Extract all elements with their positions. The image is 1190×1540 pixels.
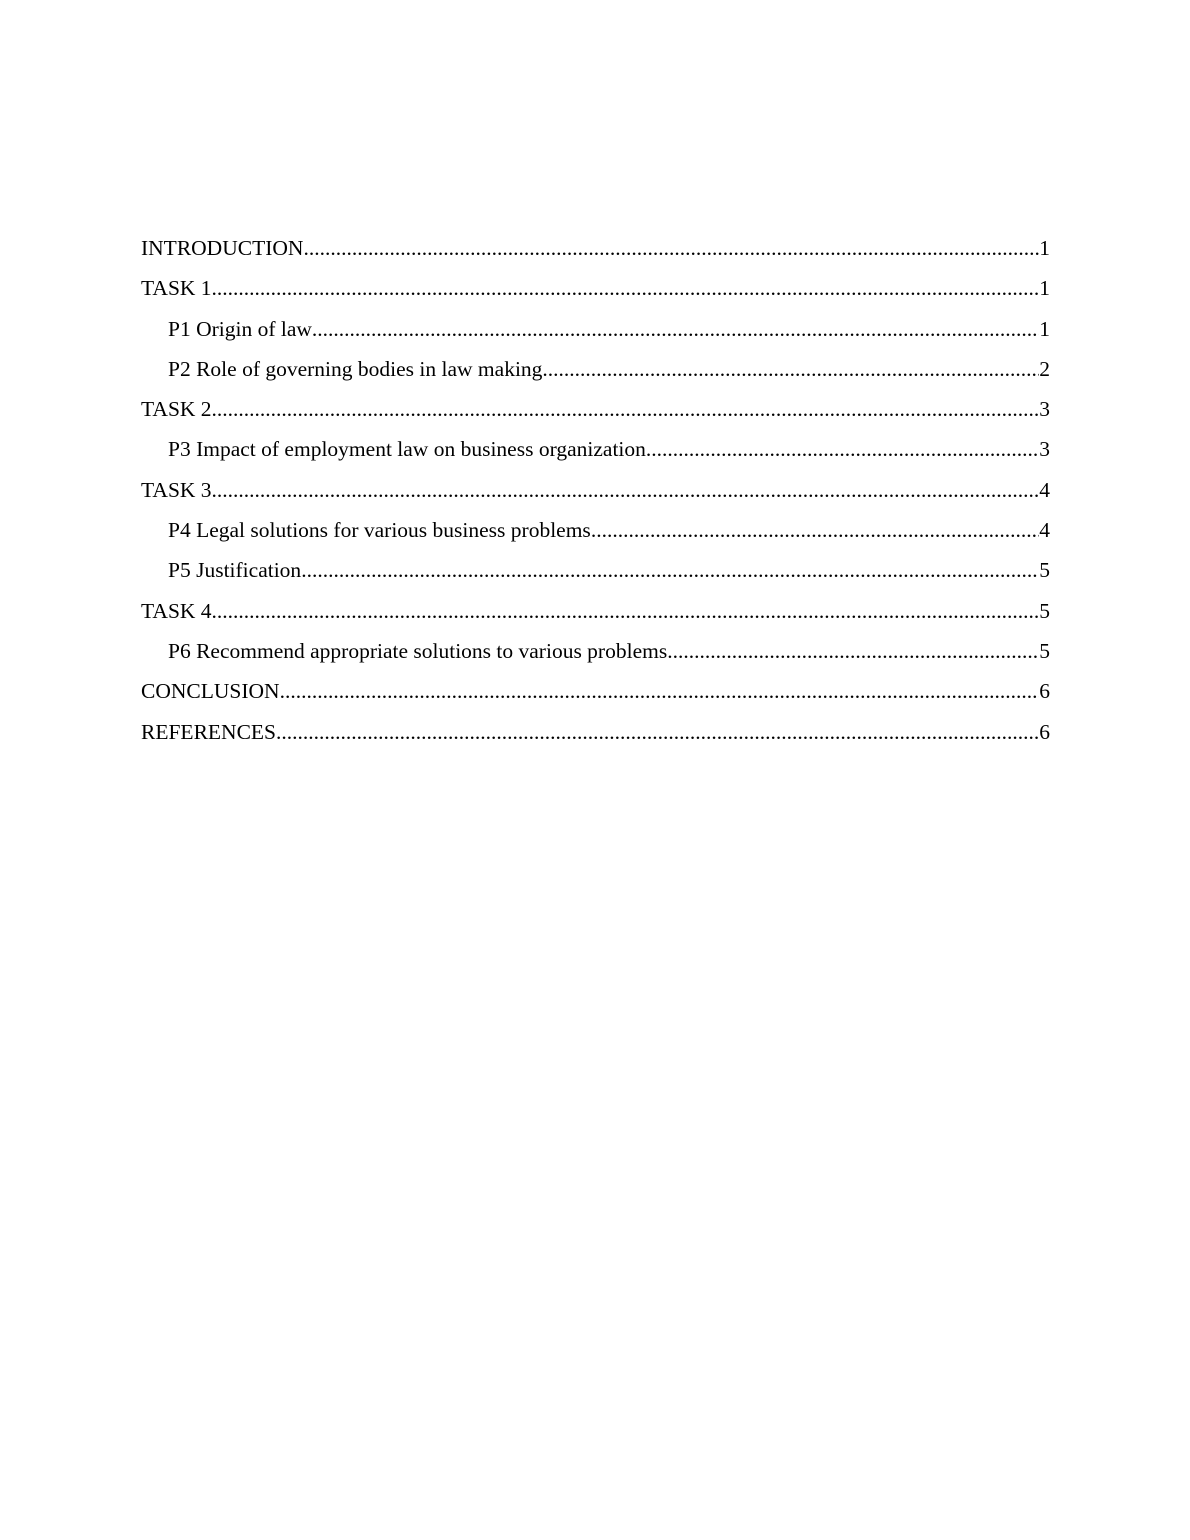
toc-page-number: 6 <box>1039 719 1050 744</box>
toc-entry-title: TASK 1 <box>141 276 212 301</box>
toc-page-number: 1 <box>1039 236 1050 260</box>
toc-page-number: 4 <box>1039 518 1050 543</box>
toc-page-number: 5 <box>1039 558 1050 583</box>
toc-dot-leader <box>212 470 1040 510</box>
toc-entry-task-1[interactable] <box>141 268 1050 308</box>
toc-dot-leader <box>667 631 1039 671</box>
toc-dot-leader <box>212 591 1040 631</box>
toc-page-number: 3 <box>1039 437 1050 462</box>
toc-dot-leader <box>280 671 1040 711</box>
toc-entry-title: P4 Legal solutions for various business problems <box>168 518 591 543</box>
toc-dot-leader <box>646 429 1039 469</box>
toc-entry-task-4[interactable] <box>141 591 1050 631</box>
toc-entry-title: P1 Origin of law <box>168 316 312 341</box>
toc-page-number: 1 <box>1039 276 1050 301</box>
toc-entry-p6[interactable] <box>141 631 1050 671</box>
toc-entry-p4[interactable] <box>141 510 1050 550</box>
toc-entry-title: TASK 4 <box>141 598 212 623</box>
toc-entry-p1[interactable] <box>141 309 1050 349</box>
toc-page-number: 5 <box>1039 638 1050 663</box>
toc-entry-task-3[interactable] <box>141 470 1050 510</box>
toc-entry-title: INTRODUCTION <box>141 236 304 260</box>
toc-entry-references[interactable] <box>141 712 1050 752</box>
toc-entry-title: REFERENCES <box>141 719 276 744</box>
toc-dot-leader <box>212 268 1040 308</box>
toc-entry-p3[interactable] <box>141 429 1050 469</box>
toc-entry-title: TASK 3 <box>141 477 212 502</box>
toc-entry-introduction[interactable] <box>141 228 1050 268</box>
toc-entry-p5[interactable] <box>141 550 1050 590</box>
toc-dot-leader <box>301 550 1039 590</box>
toc-dot-leader <box>276 712 1039 752</box>
toc-dot-leader <box>303 228 1039 268</box>
toc-dot-leader <box>591 510 1039 550</box>
toc-entry-title: P2 Role of governing bodies in law making <box>168 356 543 381</box>
table-of-contents <box>141 228 1050 752</box>
toc-entry-title: P3 Impact of employment law on business organization <box>168 437 646 462</box>
toc-dot-leader <box>542 349 1039 389</box>
toc-entry-title: P5 Justification <box>168 558 302 583</box>
toc-entry-conclusion[interactable] <box>141 671 1050 711</box>
toc-entry-task-2[interactable] <box>141 389 1050 429</box>
toc-page-number: 2 <box>1039 356 1050 381</box>
toc-page-number: 6 <box>1039 679 1050 704</box>
toc-page-number: 1 <box>1039 316 1050 341</box>
toc-entry-title: P6 Recommend appropriate solutions to various problems <box>168 638 668 663</box>
toc-entry-p2[interactable] <box>141 349 1050 389</box>
toc-page-number: 4 <box>1039 477 1050 502</box>
toc-page-number: 3 <box>1039 397 1050 422</box>
toc-dot-leader <box>312 309 1039 349</box>
toc-entry-title: CONCLUSION <box>141 679 280 704</box>
toc-dot-leader <box>212 389 1040 429</box>
toc-entry-title: TASK 2 <box>141 397 212 422</box>
toc-page-number: 5 <box>1039 598 1050 623</box>
